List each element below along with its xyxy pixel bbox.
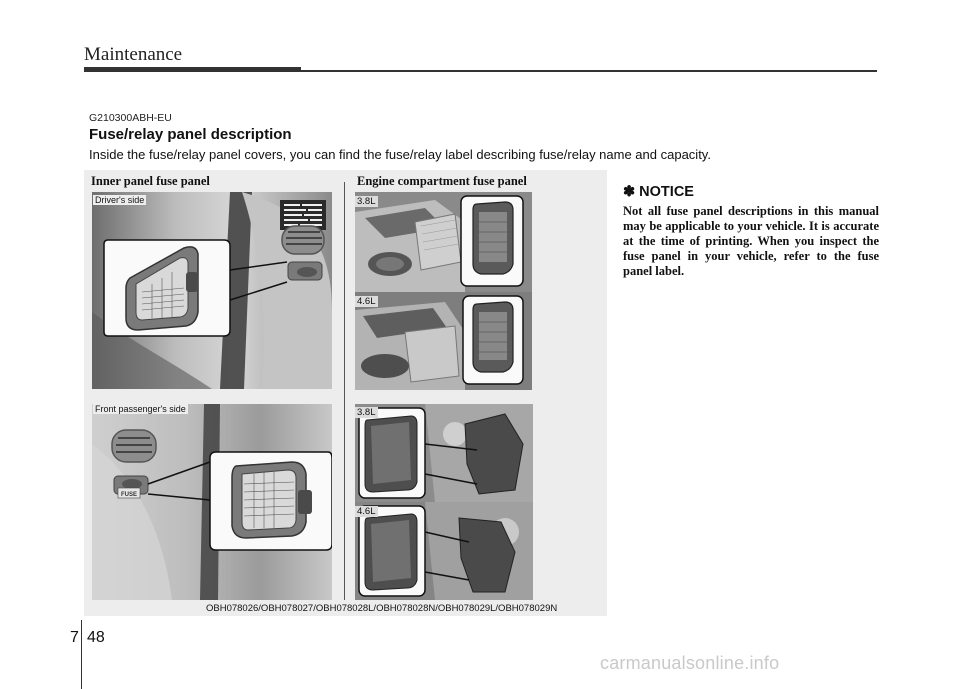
photo-engine-3-8l-top <box>355 192 532 292</box>
photo-engine-3-8l-bottom <box>355 404 533 502</box>
label-engine-4-6l-bottom: 4.6L <box>357 506 376 517</box>
footer-rule <box>81 620 82 689</box>
engine-3-8l-bottom-illustration <box>355 404 533 502</box>
intro-paragraph: Inside the fuse/relay panel covers, you can find the fuse/relay label describing fuse/relay name and capacity. <box>89 147 711 162</box>
header-rule-thin <box>301 70 877 72</box>
photo-engine-4-6l-bottom <box>355 502 533 600</box>
section-title: Maintenance <box>84 44 183 65</box>
page-number: 48 <box>87 629 105 646</box>
figure-title-engine: Engine compartment fuse panel <box>357 174 527 188</box>
figure-title-inner: Inner panel fuse panel <box>91 174 210 188</box>
photo-passenger-side <box>92 404 332 600</box>
label-engine-3-8l-top: 3.8L <box>357 196 376 207</box>
document-code: G210300ABH-EU <box>89 112 172 124</box>
notice-title: ✽ NOTICE <box>623 184 694 200</box>
fuse-badge-text: FUSE <box>120 492 138 498</box>
chapter-number: 7 <box>70 629 79 646</box>
engine-3-8l-top-illustration <box>355 192 532 292</box>
photo-engine-4-6l-top <box>355 292 532 390</box>
label-drivers-side: Driver's side <box>95 195 145 205</box>
engine-4-6l-bottom-illustration <box>355 502 533 600</box>
notice-body: Not all fuse panel descriptions in this manual may be applicable to your vehicle. It is accurate at the time of printing. When you inspect the fuse panel in your vehicle, refer to the fuse panel label. <box>623 204 879 278</box>
engine-4-6l-top-illustration <box>355 292 532 390</box>
photo-drivers-side <box>92 192 332 389</box>
label-engine-4-6l-top: 4.6L <box>357 296 376 307</box>
figure-divider <box>344 182 345 600</box>
page-heading: Fuse/relay panel description <box>89 126 292 143</box>
label-engine-3-8l-bottom: 3.8L <box>357 407 376 418</box>
passenger-side-illustration <box>92 404 332 600</box>
drivers-side-illustration <box>92 192 332 389</box>
label-passenger-side: Front passenger's side <box>95 404 186 414</box>
watermark: carmanualsonline.info <box>600 653 780 673</box>
figure-code: OBH078026/OBH078027/OBH078028L/OBH078028N/OBH078029L/OBH078029N <box>206 603 558 614</box>
header-rule-thick <box>84 67 301 72</box>
